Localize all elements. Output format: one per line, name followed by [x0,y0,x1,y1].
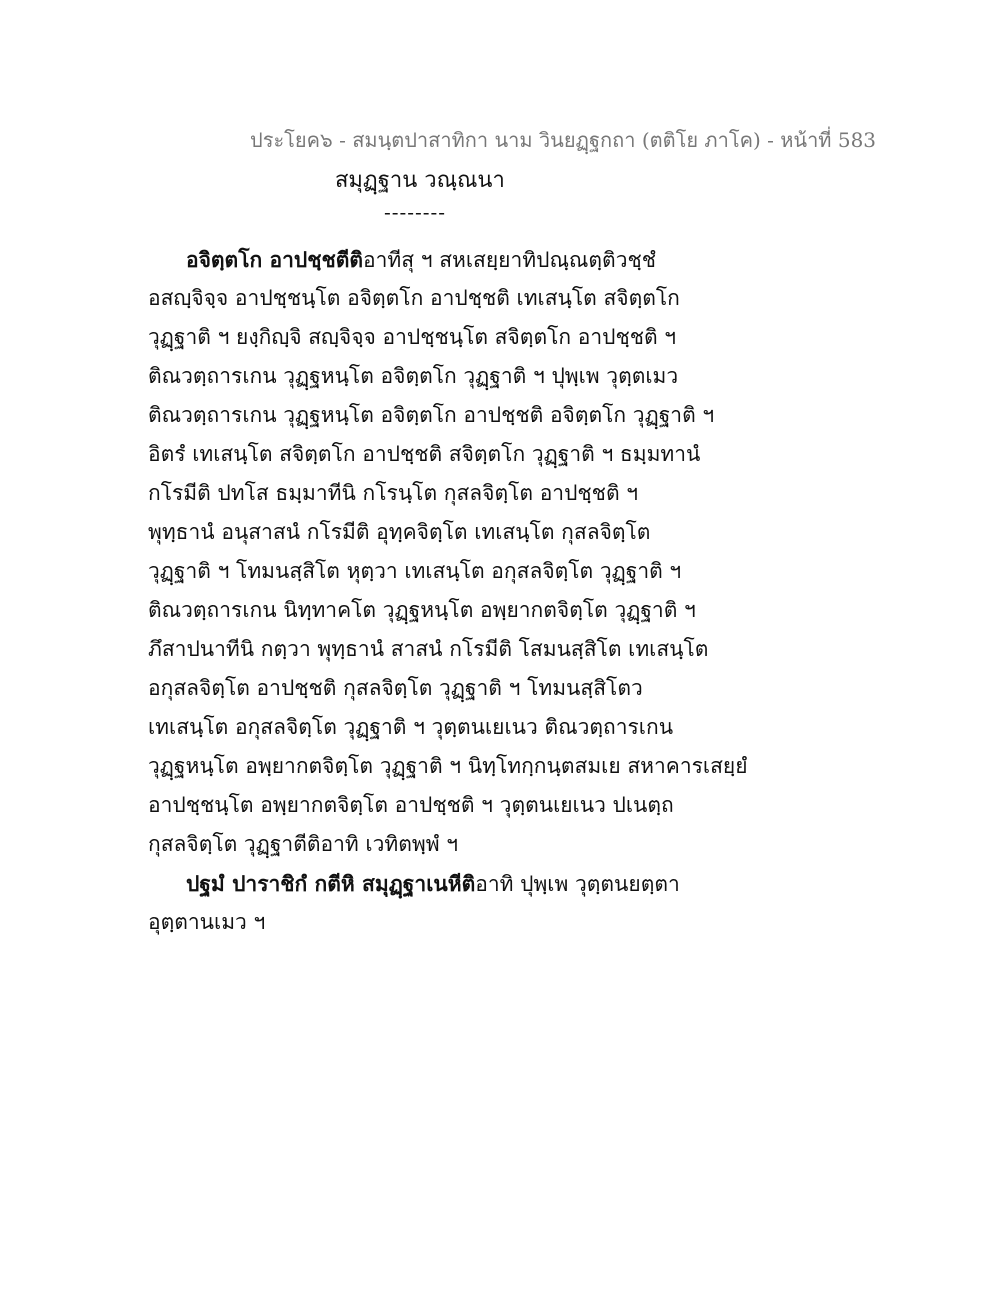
body-text [148,240,748,942]
paragraph-1-first-rest: อาทีสุ ฯ สหเสยฺยาทิปณฺณตฺติวชฺชํ [363,248,656,272]
paragraph-1-line: ติณวตฺถารเกน นิทฺทาคโต วุฏฺฐหนฺโต อพฺยากตจิตฺโต วุฏฺฐาติ ฯ [148,598,696,622]
section-title: สมุฏฺฐาน วณฺณนา [335,168,505,193]
paragraph-2-line: อุตฺตานเมว ฯ [148,910,266,934]
paragraph-1-line: วุฏฺฐาติ ฯ ยงฺกิญฺจิ สญฺจิจฺจ อาปชฺชนฺโต สจิตฺตโก อาปชฺชติ ฯ [148,325,677,349]
paragraph-1-line: อิตรํ เทเสนฺโต สจิตฺตโก อาปชฺชติ สจิตฺตโก วุฏฺฐาติ ฯ ธมฺมทานํ [148,442,701,466]
paragraph-1-line: กุสลจิตฺโต วุฏฺฐาตีติอาทิ เวทิตพฺพํ ฯ [148,832,459,856]
paragraph-1-line: อกุสลจิตฺโต อาปชฺชติ กุสลจิตฺโต วุฏฺฐาติ ฯ โทมนสฺสิโตว [148,676,643,700]
paragraph-1-line: อสญฺจิจฺจ อาปชฺชนฺโต อจิตฺตโก อาปชฺชติ เทเสนฺโต สจิตฺตโก [148,286,680,310]
paragraph-1-line: ภึสาปนาทีนิ กตฺวา พุทฺธานํ สาสนํ กโรมีติ โสมนสฺสิโต เทเสนฺโต [148,637,709,661]
paragraph-1-term: อจิตฺตโก อาปชฺชตีติ [186,247,364,272]
paragraph-1-line: กโรมีติ ปทโส ธมฺมาทีนิ กโรนฺโต กุสลจิตฺโต อาปชฺชติ ฯ [148,481,639,505]
paragraph-1-line: อาปชฺชนฺโต อพฺยากตจิตฺโต อาปชฺชติ ฯ วุตฺตนเยเนว ปเนตฺถ [148,793,674,817]
paragraph-2-first-line [148,864,708,903]
page-header: ประโยค๖ - สมนฺตปาสาทิกา นาม วินยฏฺฐกถา (ตติโย ภาโค) - หน้าที่ 583 [250,128,877,152]
paragraph-1-line: วุฏฺฐหนฺโต อพฺยากตจิตฺโต วุฏฺฐาติ ฯ นิทฺโทกฺกนฺตสมเย สหาคารเสยฺยํ [148,754,748,778]
paragraph-1-line: พุทฺธานํ อนุสาสนํ กโรมีติ อุทฺคจิตฺโต เทเสนฺโต กุสลจิตฺโต [148,520,651,544]
paragraph-2-term: ปฐมํ ปาราชิกํ กตีหิ สมุฏฺฐาเนหีติ [186,871,476,896]
paragraph-1-line: ติณวตฺถารเกน วุฏฺฐหนฺโต อจิตฺตโก อาปชฺชติ อจิตฺตโก วุฏฺฐาติ ฯ [148,403,715,427]
paragraph-1-line: เทเสนฺโต อกุสลจิตฺโต วุฏฺฐาติ ฯ วุตฺตนเยเนว ติณวตฺถารเกน [148,715,674,739]
paragraph-2-first-rest: อาทิ ปุพฺเพ วุตฺตนยตฺตา [475,872,680,896]
paragraph-1-line: วุฏฺฐาติ ฯ โทมนสฺสิโต หุตฺวา เทเสนฺโต อกุสลจิตฺโต วุฏฺฐาติ ฯ [148,559,682,583]
paragraph-1-line: ติณวตฺถารเกน วุฏฺฐหนฺโต อจิตฺตโก วุฏฺฐาติ ฯ ปุพฺเพ วุตฺตเมว [148,364,679,388]
paragraph-1-first-line [148,240,708,279]
section-divider: -------- [384,200,447,224]
